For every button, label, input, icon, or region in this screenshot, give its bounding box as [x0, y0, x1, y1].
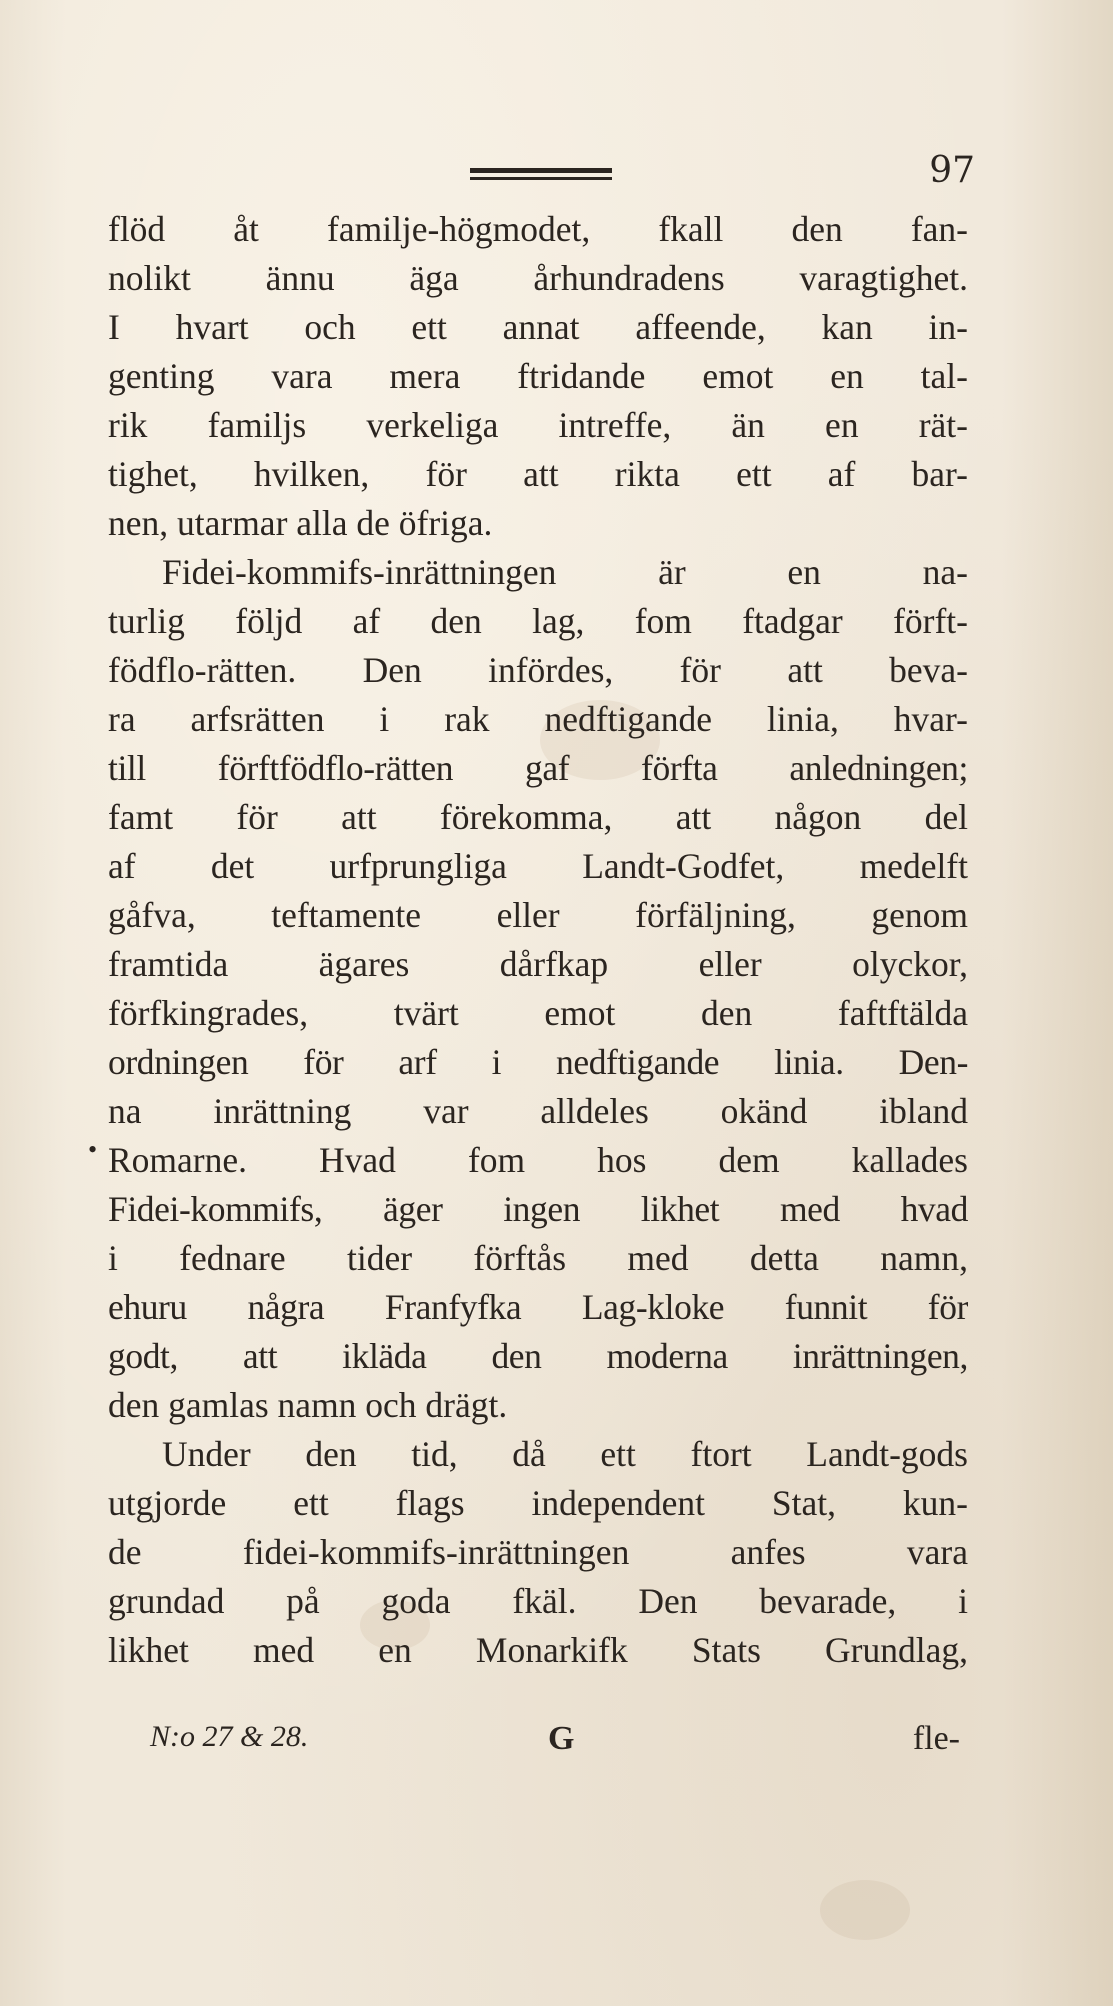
body-text [108, 205, 968, 1675]
text-line: framtida ägares dårfkap eller olyckor, [108, 944, 968, 984]
catchword: fle- [912, 1720, 960, 1757]
text-line: Fidei-kommifs, äger ingen likhet med hvad [108, 1189, 968, 1229]
paper-stain [820, 1880, 910, 1940]
text-line: förfkingrades, tvärt emot den faftftälda [108, 993, 968, 1033]
text-line: den gamlas namn och drägt. [108, 1385, 508, 1425]
page-header [0, 150, 1113, 210]
text-line: rik familjs verkeliga intreffe, än en rät- [108, 405, 968, 445]
text-line: gåfva, teftamente eller förfäljning, genom [108, 895, 968, 935]
text-line: na inrättning var alldeles okänd ibland [108, 1091, 968, 1131]
text-line: tighet, hvilken, för att rikta ett af bar- [108, 454, 968, 494]
text-line: flöd åt familje-högmodet, fkall den fan- [108, 209, 968, 249]
text-line: i fednare tider förftås med detta namn, [108, 1238, 968, 1278]
text-line: Fidei-kommifs-inrättningen är en na- [162, 552, 968, 592]
text-line: utgjorde ett flags independent Stat, kun- [108, 1483, 968, 1523]
text-line: födflo-rätten. Den infördes, för att beva- [108, 650, 968, 690]
text-line: Romarne. Hvad fom hos dem kallades [108, 1140, 968, 1180]
text-line: turlig följd af den lag, fom ftadgar förft- [108, 601, 968, 641]
text-line: I hvart och ett annat affeende, kan in- [108, 307, 968, 347]
issue-number: N:o 27 & 28. [150, 1720, 309, 1753]
text-line: ra arfsrätten i rak nedftigande linia, hvar- [108, 699, 968, 739]
text-line: grundad på goda fkäl. Den bevarade, i [108, 1581, 968, 1621]
text-line: nen, utarmar alla de öfriga. [108, 503, 493, 543]
text-line: Under den tid, då ett ftort Landt-gods [162, 1434, 968, 1474]
margin-mark: • [88, 1135, 98, 1164]
text-line: af det urfprungliga Landt-Godfet, medelft [108, 846, 968, 886]
header-ornament-rule [470, 168, 612, 182]
page-number: 97 [929, 150, 975, 191]
text-line: famt för att förekomma, att någon del [108, 797, 968, 837]
page-footer [150, 1720, 960, 1770]
text-line: ehuru några Franfyfka Lag-kloke funnit för [108, 1287, 968, 1327]
text-line: till förftfödflo-rätten gaf förfta anledningen; [108, 748, 968, 788]
text-line: ordningen för arf i nedftigande linia. Den- [108, 1042, 968, 1082]
text-line: likhet med en Monarkifk Stats Grundlag, [108, 1630, 968, 1670]
text-line: godt, att ikläda den moderna inrättningen, [108, 1336, 968, 1376]
text-line: nolikt ännu äga århundradens varagtighet. [108, 258, 968, 298]
text-line: de fidei-kommifs-inrättningen anfes vara [108, 1532, 968, 1572]
signature-mark: G [548, 1720, 575, 1757]
text-line: genting vara mera ftridande emot en tal- [108, 356, 968, 396]
